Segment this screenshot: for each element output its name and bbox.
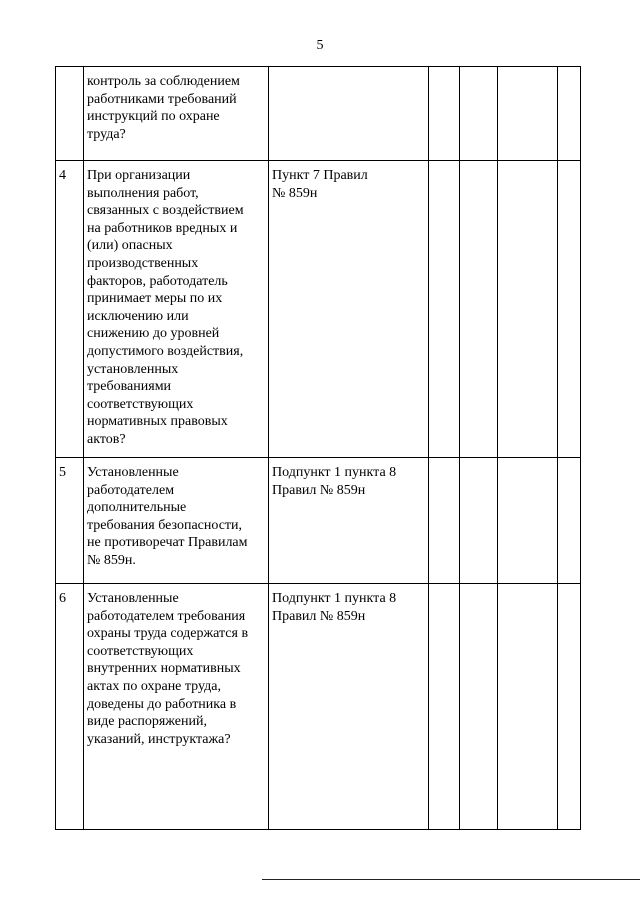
checklist-table — [55, 66, 581, 830]
reference-cell: Пункт 7 Правил № 859н — [269, 161, 429, 458]
reference-cell — [269, 67, 429, 161]
page-number: 5 — [316, 38, 324, 53]
note-cell[interactable] — [558, 458, 581, 584]
answer-no-cell[interactable] — [460, 67, 498, 161]
table-row — [56, 458, 581, 584]
row-number — [56, 67, 84, 161]
answer-na-cell[interactable] — [498, 161, 558, 458]
answer-no-cell[interactable] — [460, 458, 498, 584]
answer-na-cell[interactable] — [498, 584, 558, 830]
answer-yes-cell[interactable] — [429, 458, 460, 584]
answer-yes-cell[interactable] — [429, 67, 460, 161]
note-cell[interactable] — [558, 67, 581, 161]
row-number: 4 — [56, 161, 84, 458]
table-row — [56, 161, 581, 458]
table-row — [56, 584, 581, 830]
answer-na-cell[interactable] — [498, 458, 558, 584]
note-cell[interactable] — [558, 161, 581, 458]
question-cell: Установленные работодателем требования охраны труда содержатся в соответствующих внутренних нормативных актах по охране труда, доведены до работника в виде распоряжений, указаний, инструктажа? — [84, 584, 269, 830]
question-cell: Установленные работодателем дополнительные требования безопасности, не противоречат Правилам № 859н. — [84, 458, 269, 584]
reference-cell: Подпункт 1 пункта 8 Правил № 859н — [269, 584, 429, 830]
row-number: 5 — [56, 458, 84, 584]
question-cell: При организации выполнения работ, связанных с воздействием на работников вредных и (или) опасных производственных факторов, работодатель принимает меры по их исключению или снижению до уровней допустимого воздействия, установленных требованиями соответствующих нормативных правовых актов? — [84, 161, 269, 458]
question-cell: контроль за соблюдением работниками требований инструкций по охране труда? — [84, 67, 269, 161]
table-row — [56, 67, 581, 161]
answer-na-cell[interactable] — [498, 67, 558, 161]
note-cell[interactable] — [558, 584, 581, 830]
page-bottom-rule — [262, 879, 640, 880]
answer-no-cell[interactable] — [460, 161, 498, 458]
reference-cell: Подпункт 1 пункта 8 Правил № 859н — [269, 458, 429, 584]
answer-yes-cell[interactable] — [429, 161, 460, 458]
row-number: 6 — [56, 584, 84, 830]
answer-yes-cell[interactable] — [429, 584, 460, 830]
answer-no-cell[interactable] — [460, 584, 498, 830]
